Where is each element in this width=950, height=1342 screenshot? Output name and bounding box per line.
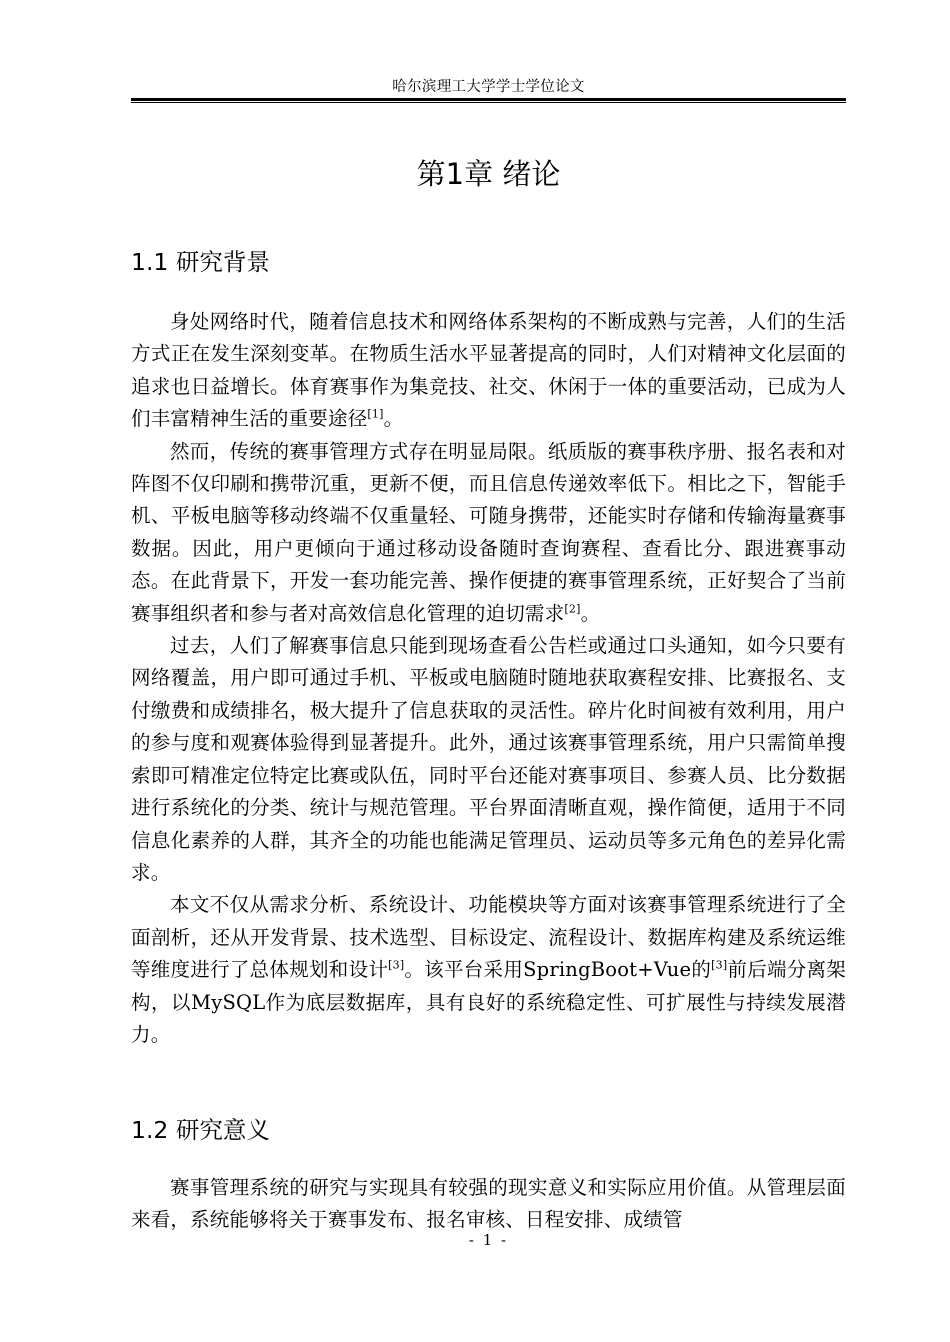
paragraph-1 — [131, 306, 846, 436]
paragraph-text: 身处网络时代，随着信息技术和网络体系架构的不断成熟与完善，人们的生活方式正在发生深刻变革。在物质生活水平显著提高的同时，人们对精神文化层面的追求也日益增长。体育赛事作为集竞技、社交、休闲于一体的重要活动，已成为人们丰富精神生活的重要途径 — [131, 310, 846, 431]
section-body-1-1 — [131, 306, 846, 1051]
chapter-title: 第1章 绪论 — [416, 157, 561, 191]
paragraph-text: 过去，人们了解赛事信息只能到现场查看公告栏或通过口头通知，如今只要有网络覆盖，用户即可通过手机、平板或电脑随时随地获取赛程安排、比赛报名、支付缴费和成绩排名，极大提升了信息获取的灵活性。碎片化时间被有效利用，用户的参与度和观赛体验得到显著提升。此外，通过该赛事管理系统，用户只需简单搜索即可精准定位特定比赛或队伍，同时平台还能对赛事项目、参赛人员、比分数据进行系统化的分类、统计与规范管理。平台界面清晰直观，操作简便，适用于不同信息化素养的人群，其齐全的功能也能满足管理员、运动员等多元角色的差异化需求。 — [131, 634, 846, 884]
header-rule-thin — [131, 102, 846, 103]
header-rule-thick — [131, 98, 846, 101]
citation: [2] — [564, 601, 581, 615]
paragraph-tail: 。该平台采用SpringBoot+Vue的 — [404, 958, 712, 982]
paragraph-tail: 。 — [383, 407, 404, 431]
paragraph-text: 本文不仅从需求分析、系统设计、功能模块等方面对该赛事管理系统进行了全面剖析，还从开发背景、技术选型、目标设定、流程设计、数据库构建及系统运维等维度进行了总体规划和设计 — [131, 893, 846, 982]
section-body-1-2 — [131, 1172, 846, 1237]
paragraph-text: 然而，传统的赛事管理方式存在明显局限。纸质版的赛事秩序册、报名表和对阵图不仅印刷和携带沉重，更新不便，而且信息传递效率低下。相比之下，智能手机、平板电脑等移动终端不仅重量轻、可随身携带，还能实时存储和传输海量赛事数据。因此，用户更倾向于通过移动设备随时查询赛程、查看比分、跟进赛事动态。在此背景下，开发一套功能完善、操作便捷的赛事管理系统，正好契合了当前赛事组织者和参与者对高效信息化管理的迫切需求 — [131, 439, 846, 625]
paragraph-2 — [131, 436, 846, 630]
citation: [1] — [367, 407, 384, 421]
section-heading-1-1: 1.1 研究背景 — [131, 248, 270, 276]
paragraph-3 — [131, 630, 846, 889]
section-heading-1-2: 1.2 研究意义 — [131, 1116, 270, 1144]
paragraph-text: 赛事管理系统的研究与实现具有较强的现实意义和实际应用价值。从管理层面来看，系统能够将关于赛事发布、报名审核、日程安排、成绩管 — [131, 1176, 846, 1232]
running-header: 哈尔滨理工大学学士学位论文 — [392, 79, 585, 95]
paragraph-tail: 前后端分离架构，以MySQL作为底层数据库，具有良好的系统稳定性、可扩展性与持续发展潜力。 — [131, 958, 847, 1046]
paragraph-tail: 。 — [580, 601, 601, 625]
citation: [3] — [388, 958, 405, 972]
page-number: - 1 - — [468, 1231, 509, 1249]
header-rule — [131, 98, 846, 104]
paragraph-4 — [131, 889, 846, 1051]
paragraph-5 — [131, 1172, 846, 1237]
citation: [3] — [711, 958, 728, 972]
